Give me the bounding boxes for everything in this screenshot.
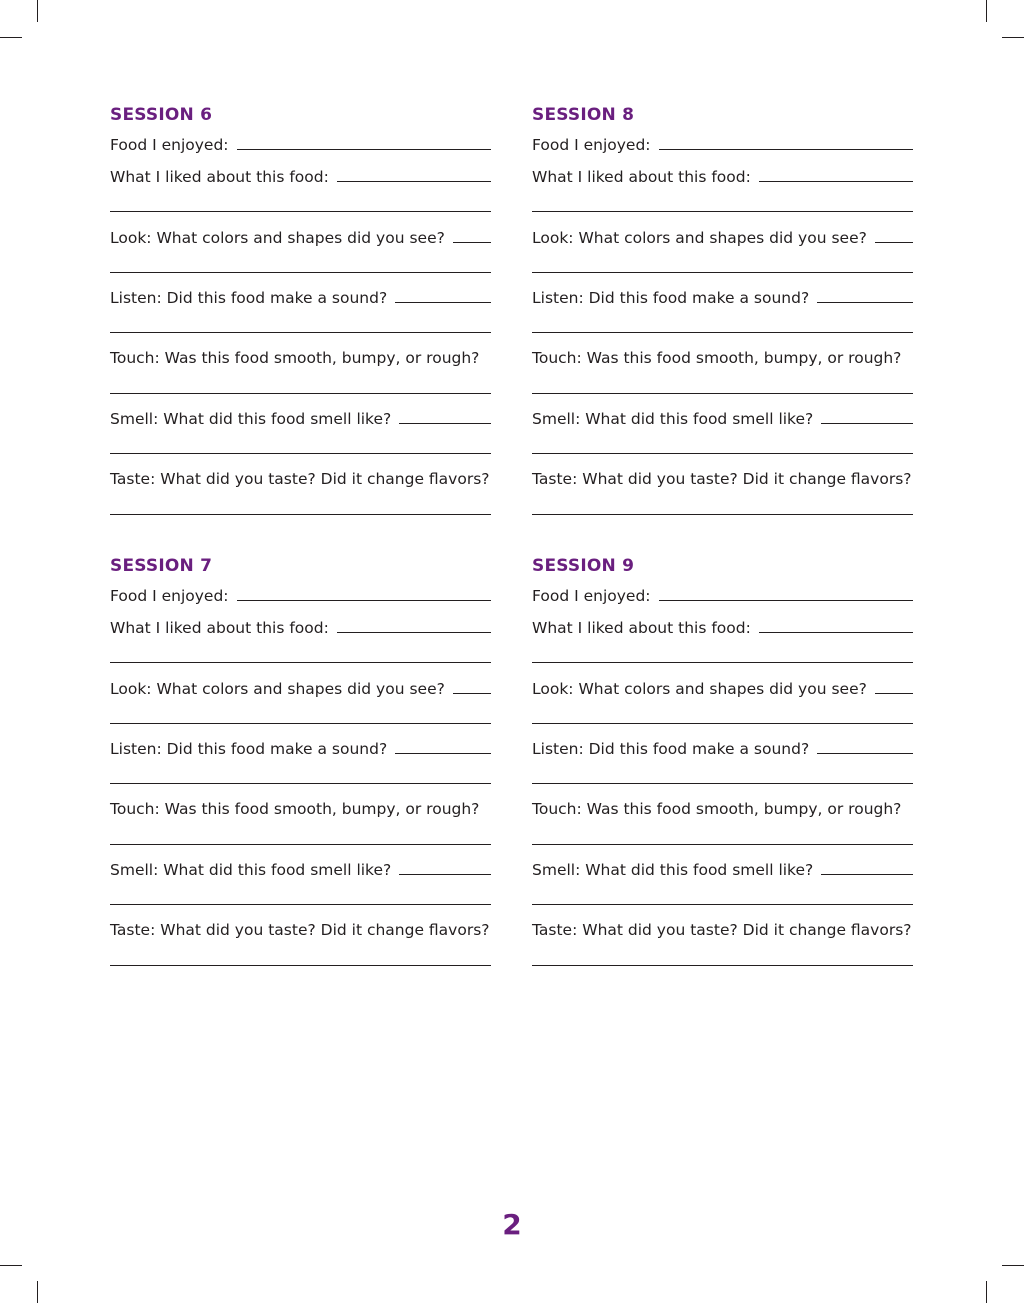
look-row: [532, 227, 913, 248]
answer-line[interactable]: [875, 678, 913, 694]
touch-row: [110, 799, 491, 819]
answer-line[interactable]: [110, 723, 491, 724]
touch-row: [532, 799, 913, 819]
touch-label: Touch: Was this food smooth, bumpy, or rough?: [110, 800, 480, 818]
listen-label: Listen: Did this food make a sound?: [532, 740, 810, 758]
answer-line[interactable]: [532, 514, 913, 515]
answer-line[interactable]: [110, 844, 491, 845]
listen-row: [532, 738, 913, 759]
smell-label: Smell: What did this food smell like?: [532, 410, 814, 428]
taste-label: Taste: What did you taste? Did it change flavors?: [532, 470, 912, 488]
look-row: [110, 227, 491, 248]
answer-line[interactable]: [532, 965, 913, 966]
answer-line[interactable]: [821, 408, 913, 424]
answer-line[interactable]: [817, 287, 913, 303]
look-label: Look: What colors and shapes did you see?: [110, 680, 445, 698]
smell-row: [532, 859, 913, 880]
liked-row: [532, 166, 913, 187]
answer-line[interactable]: [532, 453, 913, 454]
answer-line[interactable]: [395, 738, 491, 754]
answer-line[interactable]: [110, 662, 491, 663]
look-label: Look: What colors and shapes did you see?: [110, 229, 445, 247]
smell-row: [110, 859, 491, 880]
food-enjoyed-label: Food I enjoyed:: [532, 587, 651, 605]
look-label: Look: What colors and shapes did you see?: [532, 229, 867, 247]
taste-label: Taste: What did you taste? Did it change flavors?: [110, 921, 490, 939]
food-enjoyed-label: Food I enjoyed:: [532, 136, 651, 154]
liked-row: [110, 617, 491, 638]
session-title: SESSION 9: [532, 556, 635, 576]
answer-line[interactable]: [759, 166, 913, 182]
answer-line[interactable]: [110, 393, 491, 394]
liked-label: What I liked about this food:: [110, 168, 329, 186]
taste-label: Taste: What did you taste? Did it change flavors?: [532, 921, 912, 939]
answer-line[interactable]: [110, 783, 491, 784]
crop-mark: [0, 37, 22, 38]
crop-mark: [986, 1281, 987, 1303]
liked-row: [532, 617, 913, 638]
answer-line[interactable]: [399, 859, 491, 875]
answer-line[interactable]: [532, 723, 913, 724]
answer-line[interactable]: [110, 514, 491, 515]
touch-row: [532, 348, 913, 368]
listen-label: Listen: Did this food make a sound?: [532, 289, 810, 307]
answer-line[interactable]: [532, 904, 913, 905]
listen-row: [110, 738, 491, 759]
answer-line[interactable]: [237, 134, 491, 150]
answer-line[interactable]: [337, 166, 491, 182]
answer-line[interactable]: [399, 408, 491, 424]
answer-line[interactable]: [110, 272, 491, 273]
touch-label: Touch: Was this food smooth, bumpy, or rough?: [532, 349, 902, 367]
listen-row: [110, 287, 491, 308]
look-row: [110, 678, 491, 699]
answer-line[interactable]: [875, 227, 913, 243]
answer-line[interactable]: [237, 585, 491, 601]
taste-row: [532, 469, 913, 489]
liked-label: What I liked about this food:: [110, 619, 329, 637]
answer-line[interactable]: [337, 617, 491, 633]
liked-row: [110, 166, 491, 187]
crop-mark: [1002, 1265, 1024, 1266]
food-enjoyed-row: [110, 585, 491, 606]
food-enjoyed-label: Food I enjoyed:: [110, 136, 229, 154]
food-enjoyed-row: [532, 585, 913, 606]
answer-line[interactable]: [110, 453, 491, 454]
taste-label: Taste: What did you taste? Did it change flavors?: [110, 470, 490, 488]
answer-line[interactable]: [817, 738, 913, 754]
answer-line[interactable]: [110, 965, 491, 966]
answer-line[interactable]: [659, 585, 913, 601]
answer-line[interactable]: [659, 134, 913, 150]
smell-row: [532, 408, 913, 429]
answer-line[interactable]: [532, 844, 913, 845]
session-title: SESSION 8: [532, 105, 635, 125]
touch-label: Touch: Was this food smooth, bumpy, or rough?: [110, 349, 480, 367]
listen-row: [532, 287, 913, 308]
answer-line[interactable]: [453, 227, 491, 243]
answer-line[interactable]: [532, 332, 913, 333]
answer-line[interactable]: [532, 393, 913, 394]
look-label: Look: What colors and shapes did you see?: [532, 680, 867, 698]
touch-label: Touch: Was this food smooth, bumpy, or rough?: [532, 800, 902, 818]
crop-mark: [37, 0, 38, 22]
answer-line[interactable]: [395, 287, 491, 303]
crop-mark: [0, 1265, 22, 1266]
smell-label: Smell: What did this food smell like?: [110, 410, 392, 428]
smell-row: [110, 408, 491, 429]
answer-line[interactable]: [110, 332, 491, 333]
smell-label: Smell: What did this food smell like?: [110, 861, 392, 879]
food-enjoyed-row: [532, 134, 913, 155]
answer-line[interactable]: [110, 904, 491, 905]
liked-label: What I liked about this food:: [532, 619, 751, 637]
liked-label: What I liked about this food:: [532, 168, 751, 186]
answer-line[interactable]: [532, 783, 913, 784]
session-title: SESSION 7: [110, 556, 213, 576]
look-row: [532, 678, 913, 699]
touch-row: [110, 348, 491, 368]
session-title: SESSION 6: [110, 105, 213, 125]
answer-line[interactable]: [532, 211, 913, 212]
crop-mark: [37, 1281, 38, 1303]
answer-line[interactable]: [110, 211, 491, 212]
crop-mark: [986, 0, 987, 22]
smell-label: Smell: What did this food smell like?: [532, 861, 814, 879]
page-number: 2: [502, 1208, 522, 1241]
taste-row: [110, 469, 491, 489]
taste-row: [532, 920, 913, 940]
answer-line[interactable]: [532, 662, 913, 663]
crop-mark: [1002, 37, 1024, 38]
answer-line[interactable]: [759, 617, 913, 633]
listen-label: Listen: Did this food make a sound?: [110, 289, 388, 307]
food-enjoyed-label: Food I enjoyed:: [110, 587, 229, 605]
answer-line[interactable]: [532, 272, 913, 273]
answer-line[interactable]: [821, 859, 913, 875]
food-enjoyed-row: [110, 134, 491, 155]
answer-line[interactable]: [453, 678, 491, 694]
listen-label: Listen: Did this food make a sound?: [110, 740, 388, 758]
taste-row: [110, 920, 491, 940]
